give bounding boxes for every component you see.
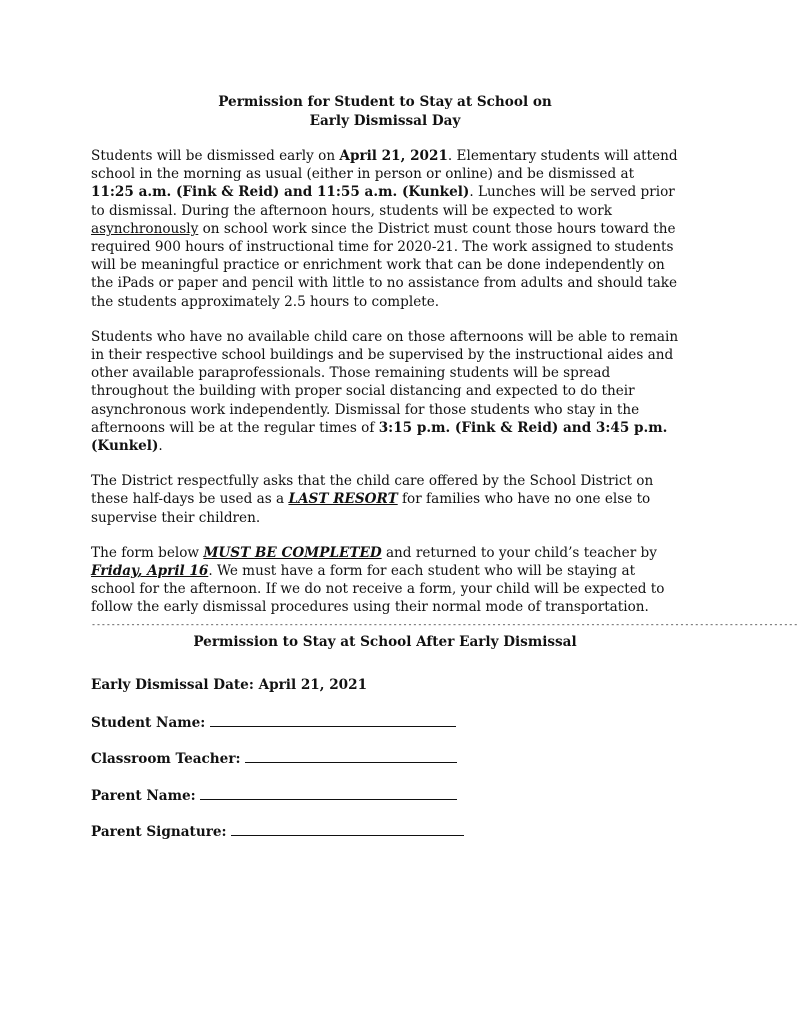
parent-name-row <box>91 786 457 804</box>
para1-text-a: Students will be dismissed early on <box>91 148 340 164</box>
morning-dismissal-times: 11:25 a.m. (Fink & Reid) and 11:55 a.m. (Kunkel) <box>91 184 470 201</box>
classroom-teacher-row <box>91 749 457 767</box>
document-title <box>91 93 679 130</box>
para1-text-d: on school work since the District must count those hours toward the required 900 hours of instructional time for 2020-21. The work assigned to students will be meaningful practice or enrichment work that can be done independently on the iPads or paper and pencil with little to no assistance from adults and should take the students approximately 2.5 hours to complete. <box>91 220 678 310</box>
para4-text-b: and returned to your child’s teacher by <box>381 544 657 561</box>
due-date-emphasis: Friday, April 16 <box>91 563 209 580</box>
para1-text-c: . Lunches will be served prior to dismissal. During the afternoon hours, students will be expected to work <box>91 184 675 219</box>
para1-text-b: . Elementary students will attend school in the morning as usual (either in person or online) and be dismissed at <box>91 148 678 183</box>
classroom-teacher-field[interactable] <box>245 749 457 763</box>
title-line-1: Permission for Student to Stay at School on <box>218 94 552 110</box>
student-name-label: Student Name: <box>91 715 206 731</box>
must-be-completed-emphasis: MUST BE COMPLETED <box>203 544 382 561</box>
asynchronously-underlined: asynchronously <box>91 220 199 237</box>
para2-text-b: . <box>158 438 163 455</box>
para2-text-a: Students who have no available child care on those afternoons will be able to remain in their respective school buildings and be supervised by the instructional aides and other available paraprofessionals. Those remaining students will be spread throughout the building with proper social distancing and expected to do their asynchronous work independently. Dismissal for those students who stay in the afternoons will be at the regular times of <box>91 328 679 436</box>
regular-dismissal-times: 3:15 p.m. (Fink & Reid) and 3:45 p.m. (Kunkel) <box>91 419 668 455</box>
para4-text-a: The form below <box>91 544 204 561</box>
parent-signature-label: Parent Signature: <box>91 824 227 840</box>
paragraph-dismissal-schedule <box>91 147 679 311</box>
student-name-field[interactable] <box>210 713 456 727</box>
title-line-2: Early Dismissal Day <box>309 112 461 129</box>
paragraph-last-resort <box>91 472 679 527</box>
last-resort-emphasis: LAST RESORT <box>288 491 398 508</box>
parent-name-field[interactable] <box>200 786 457 800</box>
parent-name-label: Parent Name: <box>91 788 196 804</box>
form-subtitle: Permission to Stay at School After Early Dismissal <box>193 633 577 650</box>
paragraph-child-care <box>91 328 679 455</box>
para3-text-a: The District respectfully asks that the child care offered by the School District on these half-days be used as a <box>91 473 654 508</box>
para4-text-c: . We must have a form for each student who will be staying at school for the afternoon. If we do not receive a form, your child will be expected to follow the early dismissal procedures using their normal mode of transportation. <box>91 563 665 616</box>
early-dismissal-date-label: Early Dismissal Date: April 21, 2021 <box>91 677 368 693</box>
student-name-row <box>91 713 456 731</box>
document-page <box>91 93 798 651</box>
cut-line-divider: ----------------------------------------------------------------------------------------------------------------------------------------------- <box>91 618 798 629</box>
dismissal-date-bold: April 21, 2021 <box>339 148 448 164</box>
parent-signature-field[interactable] <box>231 822 464 836</box>
classroom-teacher-label: Classroom Teacher: <box>91 751 241 767</box>
para3-text-b: for families who have no one else to supervise their children. <box>91 491 651 526</box>
paragraph-form-instructions <box>91 544 679 617</box>
parent-signature-row <box>91 822 464 840</box>
